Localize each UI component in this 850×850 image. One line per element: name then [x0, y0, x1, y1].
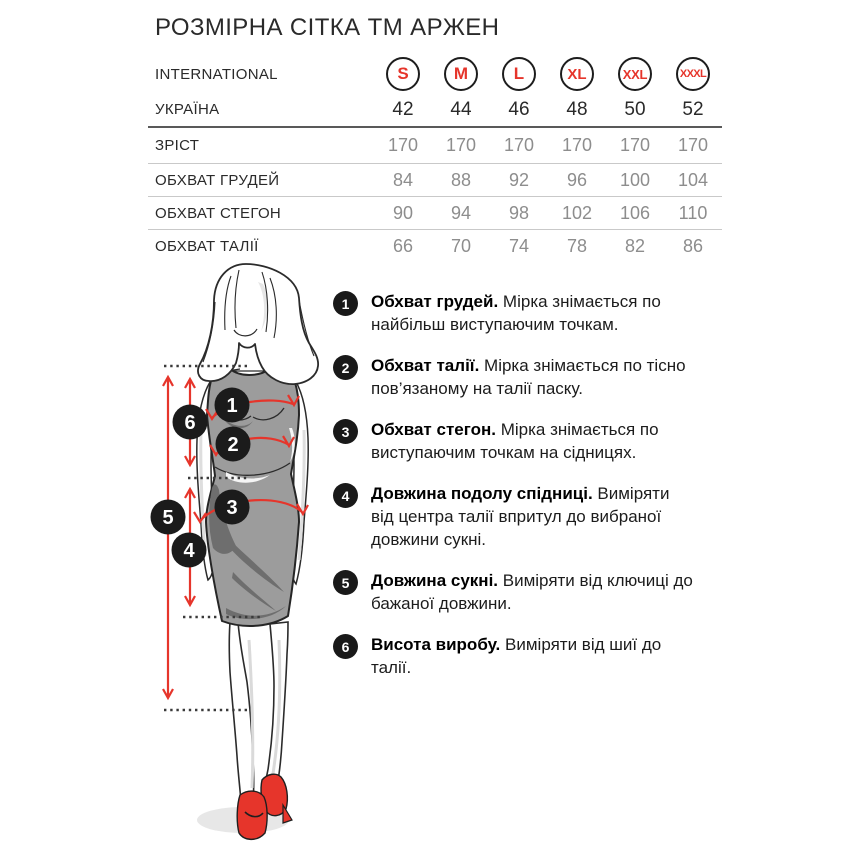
legend-term: Обхват стегон.: [371, 420, 496, 439]
size-table: [148, 55, 722, 263]
table-cell: 46: [508, 98, 530, 120]
table-row-ukraine: [148, 93, 722, 126]
page-title: РОЗМІРНА СІТКА ТМ АРЖЕН: [155, 14, 500, 41]
legend-text: [371, 633, 695, 679]
legend-term: Обхват талії.: [371, 356, 480, 375]
table-cell: 110: [678, 202, 708, 223]
legend-item-dress-length: [333, 569, 695, 615]
size-label: M: [453, 64, 469, 83]
legend-description: Мірка знімається по найбільш виступаючим точкам.: [371, 292, 661, 334]
legend-item-bodice-height: [333, 633, 695, 679]
table-cell: 170: [677, 135, 709, 155]
legend-text: [371, 569, 695, 615]
table-cell: 50: [624, 98, 646, 120]
marker-6-label: 6: [184, 412, 196, 434]
size-label: XXL: [622, 66, 648, 82]
table-cell: 170: [503, 135, 535, 155]
legend-number-badge: 5: [333, 570, 358, 595]
table-cell: 90: [392, 202, 414, 223]
measurement-rows: [148, 126, 722, 263]
table-row-height: [148, 128, 722, 164]
table-cell: 170: [445, 135, 477, 155]
table-cell: 170: [619, 135, 651, 155]
legend-description: Виміряти від шиї до талії.: [371, 635, 662, 677]
size-label: XL: [567, 65, 587, 83]
table-cell: 86: [682, 236, 704, 256]
table-row-hips: [148, 197, 722, 230]
legend-item-bust: [333, 290, 695, 336]
table-cell: 42: [392, 98, 414, 120]
legend-number-badge: 4: [333, 483, 358, 508]
table-cell: 170: [387, 135, 419, 155]
legend-number-badge: 2: [333, 355, 358, 380]
row-label-height: ЗРІСТ: [155, 137, 200, 154]
arrow-dress-length: [163, 377, 173, 698]
legend-item-waist: [333, 354, 695, 400]
woman-illustration: [197, 264, 318, 839]
table-row-bust: [148, 164, 722, 197]
marker-1-label: 1: [226, 395, 238, 417]
marker-5-label: 5: [162, 507, 174, 529]
legend-number-badge: 3: [333, 419, 358, 444]
legend-number-badge: 1: [333, 291, 358, 316]
table-cell: 98: [508, 202, 530, 223]
size-badge-m: [444, 57, 478, 91]
row-label-international: INTERNATIONAL: [155, 65, 278, 83]
size-badge-xxxl: [676, 57, 710, 91]
marker-2-label: 2: [227, 434, 239, 456]
legend-description: Мірка знімається по виступаючим точкам на сідницях.: [371, 420, 659, 462]
size-badge-s: [386, 57, 420, 91]
table-cell: 94: [450, 202, 472, 223]
size-label: S: [397, 64, 409, 83]
legend-number-badge: 6: [333, 634, 358, 659]
table-cell: 96: [566, 169, 588, 190]
size-label: L: [513, 64, 525, 83]
legend-term: Довжина подолу спідниці.: [371, 484, 593, 503]
table-cell: 78: [566, 236, 588, 256]
legend-term: Довжина сукні.: [371, 571, 499, 590]
row-label-bust: ОБХВАТ ГРУДЕЙ: [155, 171, 280, 189]
table-cell: 104: [677, 169, 709, 190]
size-label: XXXL: [679, 68, 707, 80]
table-cell: 92: [508, 169, 530, 190]
legend-term: Обхват грудей.: [371, 292, 499, 311]
legend-text: [371, 418, 695, 464]
table-cell: 66: [392, 236, 414, 256]
size-badge-xxl: [618, 57, 652, 91]
legend-term: Висота виробу.: [371, 635, 501, 654]
table-cell: 106: [619, 202, 651, 223]
table-cell: 48: [566, 98, 588, 120]
table-cell: 100: [619, 169, 651, 190]
legend-text: [371, 482, 695, 551]
legend-item-skirt-length: [333, 482, 695, 551]
row-label-waist: ОБХВАТ ТАЛІЇ: [155, 238, 259, 255]
row-label-ukraine: УКРАЇНА: [155, 101, 220, 118]
legend-description: Мірка знімається по тісно пов’язаному на талії паску.: [371, 356, 686, 398]
table-cell: 44: [450, 98, 472, 120]
measurement-legend: [333, 290, 695, 697]
legend-description: Виміряти від центра талії впритул до вибраної довжини сукні.: [371, 484, 670, 549]
table-row-international: [148, 55, 722, 93]
table-cell: 170: [561, 135, 593, 155]
marker-3-label: 3: [226, 497, 238, 519]
measurement-figure-illustration: [130, 250, 345, 850]
table-cell: 102: [561, 202, 593, 223]
table-cell: 88: [450, 169, 472, 190]
table-cell: 74: [508, 236, 530, 256]
size-badge-xl: [560, 57, 594, 91]
table-cell: 52: [682, 98, 704, 120]
legend-item-hips: [333, 418, 695, 464]
legend-text: [371, 354, 695, 400]
legend-description: Виміряти від ключиці до бажаної довжини.: [371, 571, 693, 613]
legend-text: [371, 290, 695, 336]
size-badge-l: [502, 57, 536, 91]
table-cell: 84: [392, 169, 414, 190]
table-cell: 82: [624, 236, 646, 256]
table-cell: 70: [450, 236, 472, 256]
row-label-hips: ОБХВАТ СТЕГОН: [155, 204, 282, 222]
marker-4-label: 4: [183, 540, 195, 562]
